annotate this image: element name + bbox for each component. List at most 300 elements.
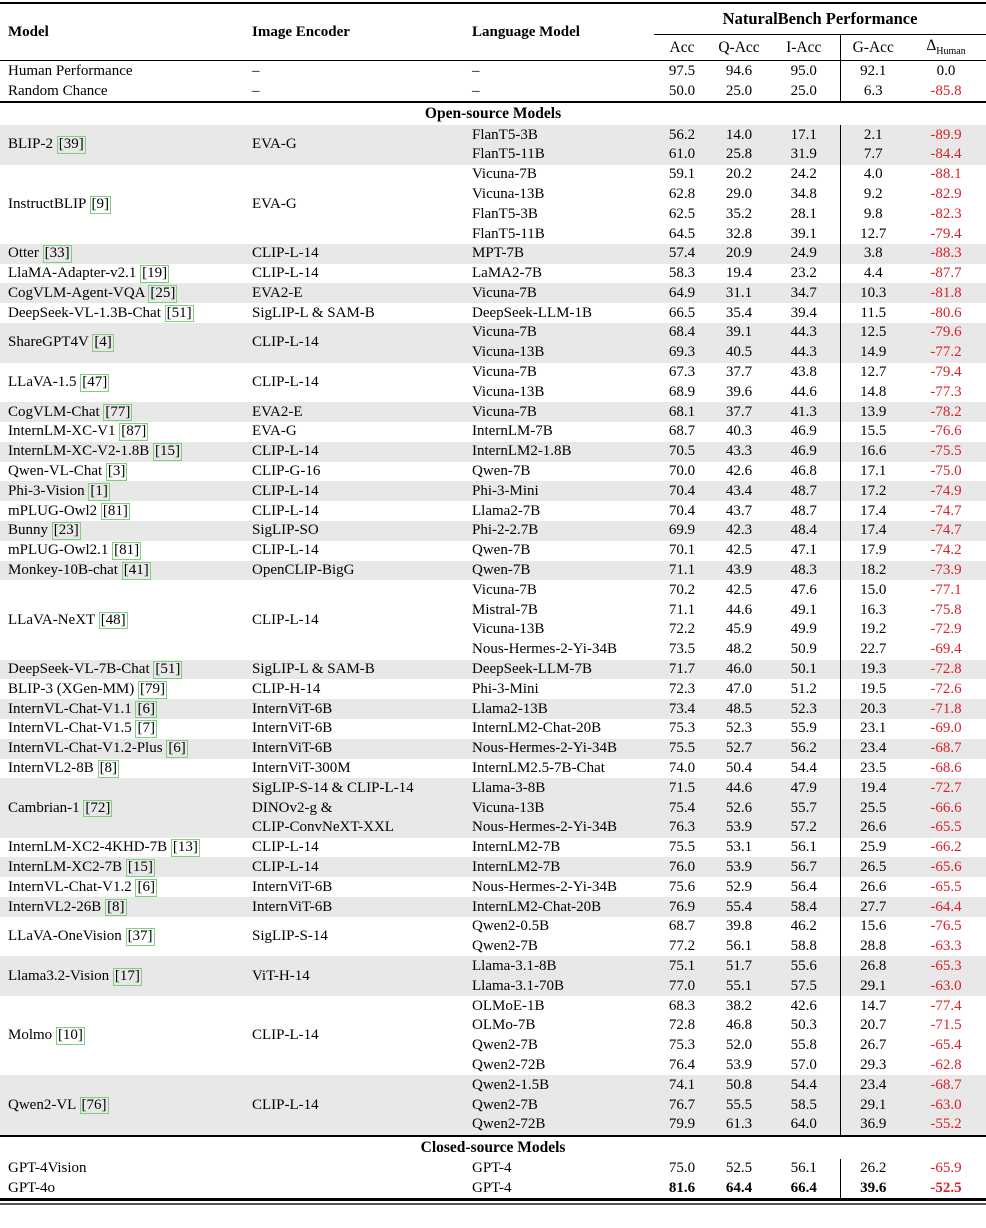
image-encoder: – bbox=[252, 62, 260, 79]
metric-q-acc: 43.4 bbox=[710, 481, 768, 501]
citation-link[interactable]: [6] bbox=[137, 700, 155, 717]
metric-acc: 73.4 bbox=[654, 699, 710, 719]
metric-delta-human: -85.8 bbox=[930, 82, 962, 99]
metric-g-acc: 12.7 bbox=[860, 225, 887, 242]
model-label: CogVLM-Chat bbox=[8, 403, 104, 420]
metric-g-acc: 17.1 bbox=[860, 463, 887, 480]
metric-q-acc: 52.3 bbox=[725, 720, 753, 737]
model-name bbox=[0, 521, 245, 541]
metric-acc: 66.5 bbox=[668, 304, 696, 321]
image-encoder: SigLIP-SO bbox=[245, 521, 472, 541]
language-model: Llama2-13B bbox=[472, 699, 654, 719]
col-header-g-acc: G-Acc bbox=[840, 35, 906, 61]
model-name bbox=[0, 1075, 245, 1135]
metric-q-acc: 42.3 bbox=[710, 521, 768, 541]
citation-link[interactable]: [48] bbox=[100, 611, 126, 628]
model-label: InternVL2-8B bbox=[8, 760, 98, 777]
language-model: Nous-Hermes-2-Yi-34B bbox=[472, 641, 617, 658]
metric-acc: 69.3 bbox=[654, 343, 710, 363]
metric-i-acc: 31.9 bbox=[768, 145, 840, 165]
table-bottom-rule bbox=[0, 1198, 986, 1205]
citation-link[interactable]: [7] bbox=[137, 720, 155, 737]
metric-acc: 81.6 bbox=[668, 1179, 696, 1196]
citation-link[interactable]: [6] bbox=[168, 740, 186, 757]
image-encoder: InternViT-6B bbox=[245, 897, 472, 917]
model-label: Cambrian-1 bbox=[8, 799, 84, 816]
metric-i-acc: 52.3 bbox=[768, 699, 840, 719]
model-row bbox=[0, 462, 986, 482]
metric-i-acc: 39.4 bbox=[768, 303, 840, 323]
metric-q-acc: 31.1 bbox=[710, 283, 768, 303]
metric-q-acc: 52.6 bbox=[710, 798, 768, 818]
language-model: Llama2-7B bbox=[472, 502, 541, 519]
metric-g-acc: 26.8 bbox=[840, 956, 906, 976]
metric-g-acc: 29.3 bbox=[860, 1056, 887, 1073]
metric-delta-human: -66.2 bbox=[930, 839, 962, 856]
metric-i-acc: 46.8 bbox=[768, 462, 840, 482]
metric-delta-human: -84.4 bbox=[906, 145, 986, 165]
metric-g-acc: 2.1 bbox=[840, 125, 906, 145]
metric-delta-human: -79.4 bbox=[930, 225, 962, 242]
citation-link[interactable]: [81] bbox=[114, 542, 140, 559]
language-model: Qwen2-72B bbox=[472, 1056, 546, 1073]
metric-delta-human: -77.4 bbox=[930, 997, 962, 1014]
section-header-row bbox=[0, 1136, 986, 1159]
model-row bbox=[0, 956, 986, 976]
model-name bbox=[0, 402, 245, 422]
image-encoder: EVA2-E bbox=[245, 402, 472, 422]
citation-link[interactable]: [87] bbox=[121, 423, 147, 440]
citation-link[interactable]: [33] bbox=[44, 245, 70, 262]
metric-q-acc: 53.1 bbox=[725, 839, 753, 856]
metric-delta-human: -78.2 bbox=[906, 402, 986, 422]
citation-link[interactable]: [39] bbox=[58, 136, 84, 153]
metric-i-acc: 50.3 bbox=[768, 1016, 840, 1036]
language-model: Llama-3.1-70B bbox=[472, 976, 654, 996]
model-label: LLaVA-1.5 bbox=[8, 373, 81, 390]
metric-g-acc: 27.7 bbox=[840, 897, 906, 917]
metric-acc: 56.2 bbox=[654, 125, 710, 145]
model-name bbox=[0, 165, 245, 244]
metric-q-acc: 52.7 bbox=[710, 739, 768, 759]
image-encoder: CLIP-L-14 bbox=[245, 481, 472, 501]
metric-g-acc: 26.6 bbox=[860, 878, 887, 895]
metric-q-acc: 55.1 bbox=[710, 976, 768, 996]
metric-g-acc: 11.5 bbox=[860, 304, 887, 321]
language-model: Vicuna-13B bbox=[472, 798, 654, 818]
language-model: Vicuna-13B bbox=[472, 621, 545, 638]
image-encoder-line: DINOv2-g & bbox=[245, 798, 472, 818]
image-encoder: CLIP-L-14 bbox=[245, 323, 472, 363]
metric-acc: 75.5 bbox=[668, 839, 696, 856]
model-row bbox=[0, 996, 986, 1016]
metric-delta-human: -74.2 bbox=[930, 542, 962, 559]
language-model: Phi-3-Mini bbox=[472, 680, 539, 697]
model-row bbox=[0, 877, 986, 897]
metric-i-acc: 50.1 bbox=[768, 660, 840, 680]
metric-acc: 75.0 bbox=[668, 1160, 696, 1177]
image-encoder: EVA-G bbox=[252, 195, 297, 212]
metric-q-acc: 42.6 bbox=[725, 463, 753, 480]
model-name bbox=[0, 917, 245, 957]
metric-acc: 74.1 bbox=[654, 1075, 710, 1095]
metric-delta-human: -75.0 bbox=[930, 463, 962, 480]
metric-acc: 76.9 bbox=[654, 897, 710, 917]
metric-i-acc: 56.4 bbox=[768, 877, 840, 897]
metric-g-acc: 17.9 bbox=[860, 542, 887, 559]
metric-g-acc: 13.9 bbox=[840, 402, 906, 422]
image-encoder: InternViT-6B bbox=[252, 878, 333, 895]
metric-q-acc: 61.3 bbox=[710, 1115, 768, 1136]
language-model: Qwen-7B bbox=[472, 561, 654, 581]
model-label: ShareGPT4V bbox=[8, 334, 93, 351]
metric-delta-human: -77.1 bbox=[930, 581, 962, 598]
image-encoder: SigLIP-L & SAM-B bbox=[252, 304, 375, 321]
benchmark-table bbox=[0, 2, 986, 1198]
metric-delta-human: -62.8 bbox=[930, 1056, 962, 1073]
model-label: mPLUG-Owl2.1 bbox=[8, 542, 113, 559]
metric-acc: 75.6 bbox=[668, 878, 696, 895]
citation-link[interactable]: [41] bbox=[123, 562, 149, 579]
image-encoder bbox=[245, 1159, 472, 1179]
language-model: Vicuna-13B bbox=[472, 383, 545, 400]
citation-link[interactable]: [76] bbox=[81, 1096, 107, 1113]
metric-i-acc: 47.1 bbox=[768, 541, 840, 561]
metric-acc: 72.2 bbox=[668, 621, 696, 638]
metric-delta-human: -88.3 bbox=[906, 244, 986, 264]
citation-link[interactable]: [23] bbox=[53, 522, 79, 539]
metric-delta-human: -87.7 bbox=[930, 265, 962, 282]
metric-i-acc: 49.1 bbox=[768, 600, 840, 620]
model-label: Monkey-10B-chat bbox=[8, 562, 122, 579]
citation-link[interactable]: [17] bbox=[114, 967, 140, 984]
metric-q-acc: 32.8 bbox=[725, 225, 753, 242]
metric-i-acc: 34.8 bbox=[768, 184, 840, 204]
section-title: Open-source Models bbox=[0, 102, 986, 125]
metric-g-acc: 25.9 bbox=[860, 839, 887, 856]
metric-acc: 70.2 bbox=[668, 581, 696, 598]
language-model: DeepSeek-LLM-1B bbox=[472, 304, 592, 321]
model-label: InstructBLIP bbox=[8, 195, 90, 212]
image-encoder: EVA2-E bbox=[245, 283, 472, 303]
citation-link[interactable]: [25] bbox=[150, 284, 176, 301]
citation-link[interactable]: [1] bbox=[90, 482, 108, 499]
image-encoder: CLIP-G-16 bbox=[252, 463, 321, 480]
citation-link[interactable]: [72] bbox=[85, 799, 111, 816]
metric-i-acc: 50.9 bbox=[768, 640, 840, 660]
metric-delta-human: -72.6 bbox=[930, 680, 962, 697]
model-row bbox=[0, 838, 986, 858]
metric-acc: 68.7 bbox=[668, 918, 696, 935]
model-label: Llama3.2-Vision bbox=[8, 967, 113, 984]
metric-q-acc: 56.1 bbox=[725, 938, 753, 955]
metric-i-acc: 55.6 bbox=[768, 956, 840, 976]
metric-q-acc: 19.4 bbox=[725, 265, 753, 282]
model-label: LLaVA-NeXT bbox=[8, 611, 99, 628]
language-model: Nous-Hermes-2-Yi-34B bbox=[472, 878, 617, 895]
metric-acc: 57.4 bbox=[654, 244, 710, 264]
metric-q-acc: 25.8 bbox=[710, 145, 768, 165]
model-label: DeepSeek-VL-7B-Chat bbox=[8, 661, 154, 678]
model-name bbox=[0, 422, 245, 442]
model-label: mPLUG-Owl2 bbox=[8, 502, 101, 519]
metric-i-acc: 49.9 bbox=[768, 620, 840, 640]
model-label: Bunny bbox=[8, 522, 52, 539]
citation-link[interactable]: [47] bbox=[82, 373, 108, 390]
model-label: InternVL-Chat-V1.1 bbox=[8, 700, 136, 717]
metric-i-acc: 48.4 bbox=[768, 521, 840, 541]
citation-link[interactable]: [19] bbox=[142, 265, 168, 282]
model-name bbox=[0, 244, 245, 264]
model-row bbox=[0, 897, 986, 917]
image-encoder-line: CLIP-ConvNeXT-XXL bbox=[245, 818, 472, 838]
language-model: FlanT5-3B bbox=[472, 205, 538, 222]
col-header-language-model: Language Model bbox=[472, 3, 654, 61]
model-name bbox=[0, 877, 245, 897]
col-header-model: Model bbox=[0, 3, 245, 61]
model-row bbox=[0, 719, 986, 739]
metric-i-acc: 44.6 bbox=[768, 382, 840, 402]
model-name bbox=[0, 679, 245, 699]
metric-delta-human: -77.2 bbox=[906, 343, 986, 363]
citation-link[interactable]: [10] bbox=[57, 1027, 83, 1044]
language-model: Qwen2-1.5B bbox=[472, 1075, 654, 1095]
model-row bbox=[0, 363, 986, 383]
model-name bbox=[0, 956, 245, 996]
metric-delta-human: -77.3 bbox=[930, 383, 962, 400]
metric-q-acc: 40.5 bbox=[710, 343, 768, 363]
metric-acc: 70.4 bbox=[668, 502, 696, 519]
section-header-row bbox=[0, 102, 986, 125]
model-label: InternVL-Chat-V1.2 bbox=[8, 878, 136, 895]
metric-acc: 68.3 bbox=[668, 997, 696, 1014]
metric-g-acc: 14.7 bbox=[860, 997, 887, 1014]
metric-delta-human: -63.3 bbox=[930, 938, 962, 955]
model-label: GPT-4o bbox=[8, 1179, 55, 1196]
metric-g-acc: 18.2 bbox=[840, 561, 906, 581]
language-model: Vicuna-7B bbox=[472, 581, 537, 598]
language-model: Qwen2-7B bbox=[472, 1095, 654, 1115]
language-model: Nous-Hermes-2-Yi-34B bbox=[472, 818, 654, 838]
metric-delta-human: -72.7 bbox=[906, 778, 986, 798]
model-label: InternLM-XC-V1 bbox=[8, 423, 120, 440]
image-encoder: CLIP-L-14 bbox=[252, 1027, 319, 1044]
language-model: Qwen2-7B bbox=[472, 1037, 538, 1054]
language-model: Vicuna-7B bbox=[472, 283, 654, 303]
metric-delta-human: -52.5 bbox=[930, 1179, 962, 1196]
metric-acc: 70.4 bbox=[654, 481, 710, 501]
model-row bbox=[0, 165, 986, 185]
metric-g-acc: 23.4 bbox=[840, 1075, 906, 1095]
image-encoder-line: SigLIP-S-14 & CLIP-L-14 bbox=[245, 778, 472, 798]
metric-q-acc: 52.0 bbox=[725, 1037, 753, 1054]
metric-i-acc: 47.9 bbox=[768, 778, 840, 798]
image-encoder: SigLIP-S-14 bbox=[252, 928, 328, 945]
metric-g-acc: 20.3 bbox=[840, 699, 906, 719]
metric-delta-human: -69.0 bbox=[930, 720, 962, 737]
metric-delta-human: -63.0 bbox=[906, 1095, 986, 1115]
model-label: Phi-3-Vision bbox=[8, 482, 89, 499]
model-row bbox=[0, 422, 986, 442]
metric-g-acc: 26.2 bbox=[860, 1160, 887, 1177]
metric-delta-human: -80.6 bbox=[930, 304, 962, 321]
language-model: DeepSeek-LLM-7B bbox=[472, 660, 654, 680]
metric-g-acc: 19.5 bbox=[860, 680, 887, 697]
model-name bbox=[0, 303, 245, 323]
metric-q-acc: 20.9 bbox=[710, 244, 768, 264]
metric-acc: 68.9 bbox=[668, 383, 696, 400]
metric-delta-human: -68.7 bbox=[906, 739, 986, 759]
col-header-acc: Acc bbox=[654, 35, 710, 61]
metric-q-acc: 39.6 bbox=[725, 383, 753, 400]
model-name bbox=[0, 857, 245, 877]
citation-link[interactable]: [51] bbox=[155, 661, 181, 678]
citation-link[interactable]: [4] bbox=[94, 334, 112, 351]
metric-acc: 74.0 bbox=[668, 760, 696, 777]
metric-acc: 72.8 bbox=[668, 1017, 696, 1034]
language-model: Qwen2-72B bbox=[472, 1115, 654, 1136]
metric-delta-human: -74.9 bbox=[906, 481, 986, 501]
model-name bbox=[0, 363, 245, 403]
metric-q-acc: 55.5 bbox=[710, 1095, 768, 1115]
metric-g-acc: 14.8 bbox=[860, 383, 887, 400]
citation-link[interactable]: [8] bbox=[107, 898, 125, 915]
metric-delta-human: -68.6 bbox=[930, 760, 962, 777]
citation-link[interactable]: [81] bbox=[102, 502, 128, 519]
model-label: BLIP-3 (XGen-MM) bbox=[8, 680, 138, 697]
model-row bbox=[0, 561, 986, 581]
metric-delta-human: -65.5 bbox=[906, 818, 986, 838]
image-encoder: ViT-H-14 bbox=[245, 956, 472, 996]
metric-i-acc: 41.3 bbox=[768, 402, 840, 422]
metric-delta-human: -73.9 bbox=[906, 561, 986, 581]
metric-i-acc: 24.9 bbox=[768, 244, 840, 264]
metric-i-acc: 48.7 bbox=[768, 501, 840, 521]
citation-link[interactable]: [6] bbox=[137, 878, 155, 895]
model-name bbox=[0, 1178, 245, 1198]
metric-delta-human: -74.7 bbox=[906, 521, 986, 541]
citation-link[interactable]: [8] bbox=[99, 760, 118, 777]
metric-delta-human: -65.9 bbox=[930, 1160, 962, 1177]
metric-i-acc: 44.3 bbox=[768, 343, 840, 363]
language-model: InternLM2-7B bbox=[472, 857, 654, 877]
model-row bbox=[0, 1075, 986, 1095]
metric-i-acc: 54.4 bbox=[768, 1075, 840, 1095]
metric-acc: 64.9 bbox=[654, 283, 710, 303]
col-header-delta-human bbox=[906, 35, 986, 61]
metric-q-acc: 42.5 bbox=[725, 581, 753, 598]
model-row bbox=[0, 323, 986, 343]
metric-acc: 71.7 bbox=[654, 660, 710, 680]
col-header-i-acc: I-Acc bbox=[768, 35, 840, 61]
metric-i-acc: 58.4 bbox=[768, 897, 840, 917]
metric-delta-human: -82.9 bbox=[930, 185, 962, 202]
metric-g-acc: 22.7 bbox=[860, 641, 887, 658]
citation-link[interactable]: [77] bbox=[105, 403, 131, 420]
metric-acc: 71.1 bbox=[654, 561, 710, 581]
metric-g-acc: 15.5 bbox=[860, 423, 887, 440]
model-name bbox=[0, 541, 245, 561]
language-model: Vicuna-13B bbox=[472, 343, 654, 363]
model-row bbox=[0, 917, 986, 937]
metric-g-acc: 9.8 bbox=[863, 205, 883, 222]
image-encoder: InternViT-6B bbox=[245, 739, 472, 759]
metric-delta-human: -71.5 bbox=[930, 1017, 962, 1034]
col-header-image-encoder: Image Encoder bbox=[245, 3, 472, 61]
model-name: Random Chance bbox=[8, 82, 108, 99]
delta-symbol: Δ bbox=[926, 37, 937, 55]
metric-g-acc: 10.3 bbox=[840, 283, 906, 303]
header-row-top bbox=[0, 3, 986, 35]
model-row bbox=[0, 541, 986, 561]
metric-acc: 73.5 bbox=[668, 641, 696, 658]
citation-link[interactable]: [15] bbox=[127, 859, 153, 875]
citation-link[interactable]: [37] bbox=[127, 928, 153, 945]
metric-i-acc: 43.8 bbox=[768, 363, 840, 383]
model-name bbox=[0, 1159, 245, 1179]
metric-q-acc: 39.1 bbox=[710, 323, 768, 343]
metric-i-acc: 17.1 bbox=[768, 125, 840, 145]
citation-link[interactable]: [15] bbox=[154, 443, 180, 460]
metric-i-acc: 58.5 bbox=[768, 1095, 840, 1115]
metric-g-acc: 29.1 bbox=[840, 976, 906, 996]
citation-link[interactable]: [9] bbox=[91, 195, 110, 212]
metric-i-acc: 48.3 bbox=[768, 561, 840, 581]
language-model: – bbox=[472, 62, 480, 79]
language-model: Vicuna-13B bbox=[472, 185, 545, 202]
language-model: LaMA2-7B bbox=[472, 265, 542, 282]
citation-link[interactable]: [13] bbox=[172, 839, 198, 856]
metric-g-acc: 4.4 bbox=[863, 265, 883, 282]
image-encoder: CLIP-L-14 bbox=[245, 1075, 472, 1135]
metric-q-acc: 48.2 bbox=[725, 641, 753, 658]
model-row bbox=[0, 699, 986, 719]
metric-i-acc: 55.9 bbox=[768, 719, 840, 739]
model-row bbox=[0, 125, 986, 145]
metric-q-acc: 35.2 bbox=[725, 205, 753, 222]
model-name bbox=[0, 660, 245, 680]
model-name bbox=[0, 996, 245, 1075]
model-row bbox=[0, 679, 986, 699]
metric-acc: 76.4 bbox=[668, 1056, 696, 1073]
citation-link[interactable]: [3] bbox=[107, 463, 126, 480]
model-name bbox=[0, 442, 245, 462]
metric-i-acc: 57.2 bbox=[768, 818, 840, 838]
metric-g-acc: 17.2 bbox=[840, 481, 906, 501]
language-model: InternLM2-Chat-20B bbox=[472, 897, 654, 917]
model-label: InternVL-Chat-V1.2-Plus bbox=[8, 740, 167, 757]
baseline-row bbox=[0, 81, 986, 102]
metric-delta-human: -65.5 bbox=[930, 878, 962, 895]
metric-acc: 68.7 bbox=[668, 423, 696, 440]
language-model: GPT-4 bbox=[472, 1160, 512, 1177]
image-encoder: OpenCLIP-BigG bbox=[245, 561, 472, 581]
metric-g-acc: 12.7 bbox=[860, 364, 887, 381]
metric-delta-human: -74.7 bbox=[930, 502, 962, 519]
metric-i-acc: 39.1 bbox=[768, 224, 840, 244]
image-encoder: CLIP-L-14 bbox=[245, 857, 472, 877]
citation-link[interactable]: [51] bbox=[166, 304, 192, 321]
model-name bbox=[0, 561, 245, 581]
metric-acc: 70.5 bbox=[654, 442, 710, 462]
metric-i-acc: 95.0 bbox=[768, 61, 840, 82]
metric-g-acc: 23.5 bbox=[860, 760, 887, 777]
citation-link[interactable]: [79] bbox=[139, 680, 165, 697]
image-encoder: EVA-G bbox=[245, 125, 472, 165]
metric-g-acc: 26.5 bbox=[840, 857, 906, 877]
col-header-q-acc: Q-Acc bbox=[710, 35, 768, 61]
model-label: Qwen-VL-Chat bbox=[8, 463, 106, 480]
